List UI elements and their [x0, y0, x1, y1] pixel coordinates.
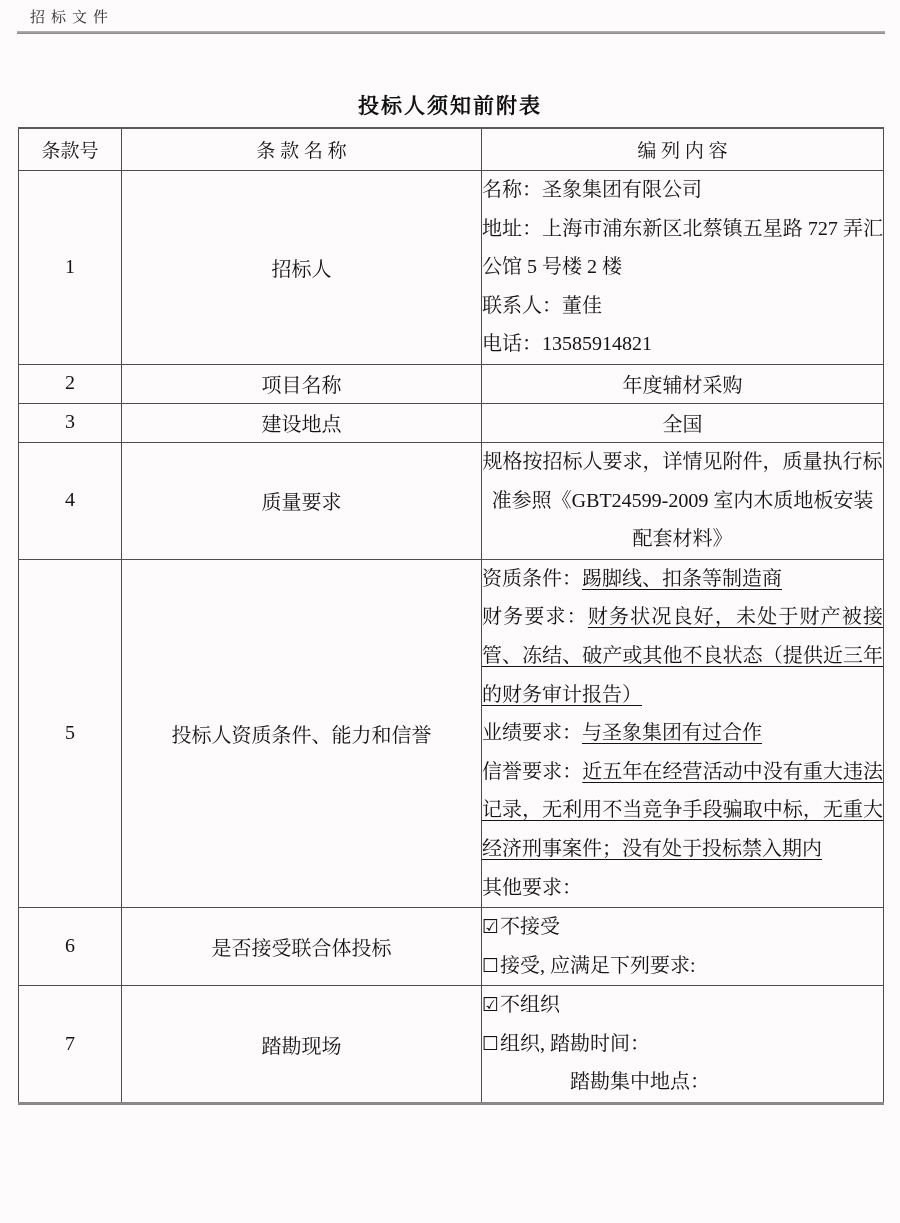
clause-name: 建设地点	[122, 403, 482, 442]
requirement-label: 业绩要求：	[482, 722, 582, 745]
table-header-row	[19, 128, 884, 171]
reputation-line	[482, 753, 883, 869]
tenderer-address-line: 地址：上海市浦东新区北蔡镇五星路 727 弄汇公馆 5 号楼 2 楼	[482, 217, 883, 279]
clause-no: 5	[19, 559, 122, 907]
requirement-value: 财务状况良好，未处于财产被接管、冻结、破产或其他不良状态（提供近三年的财务审计报告）	[482, 606, 884, 706]
clause-no: 7	[19, 986, 122, 1104]
clause-content	[482, 559, 884, 907]
table-row-tenderer	[19, 171, 884, 365]
clause-name: 质量要求	[122, 442, 482, 559]
table-row-qualification	[19, 559, 884, 907]
clause-content: 年度辅材采购	[482, 364, 884, 403]
checkbox-checked-icon: ☑	[482, 916, 500, 939]
clause-name: 招标人	[122, 171, 482, 365]
tenderer-contact-line: 联系人：董佳	[482, 294, 602, 317]
table-row-location	[19, 403, 884, 442]
col-header-clause-no: 条款号	[19, 128, 122, 171]
bid-spec-table	[18, 127, 884, 1105]
requirement-value: 近五年在经营活动中没有重大违法记录，无利用不当竞争手段骗取中标，无重大经济刑事案件；没有处于投标禁入期内	[482, 760, 884, 860]
option-label: 不组织	[500, 994, 561, 1017]
clause-name: 踏勘现场	[122, 986, 482, 1104]
clause-no: 1	[19, 171, 122, 365]
table-row-quality	[19, 442, 884, 559]
clause-no: 2	[19, 364, 122, 403]
table-row-project-name	[19, 364, 884, 403]
clause-content	[482, 908, 884, 986]
page-title: 投标人须知前附表	[358, 94, 542, 118]
option-line	[482, 986, 883, 1025]
doc-header-text: 招标文件	[30, 10, 115, 26]
site-visit-location-line	[570, 1063, 883, 1102]
requirement-label: 信誉要求：	[482, 760, 583, 783]
clause-content	[482, 171, 884, 365]
clause-name: 投标人资质条件、能力和信誉	[122, 559, 482, 907]
clause-name: 项目名称	[122, 364, 482, 403]
option-line	[482, 1025, 883, 1064]
header-rule	[17, 31, 885, 34]
option-label: 接受, 应满足下列要求:	[500, 954, 696, 977]
clause-content: 全国	[482, 403, 884, 442]
checkbox-checked-icon: ☑	[482, 994, 500, 1017]
requirement-label: 其他要求：	[482, 876, 582, 899]
clause-name: 是否接受联合体投标	[122, 908, 482, 986]
option-label: 踏勘集中地点：	[570, 1071, 710, 1094]
clause-no: 4	[19, 442, 122, 559]
tenderer-name-line: 名称：圣象集团有限公司	[482, 179, 702, 201]
option-line	[482, 947, 883, 986]
requirement-label: 资质条件：	[482, 567, 582, 590]
option-label: 不接受	[500, 916, 561, 939]
option-line	[482, 908, 883, 947]
clause-content	[482, 986, 884, 1104]
requirement-label: 财务要求：	[482, 606, 588, 629]
requirement-value: 与圣象集团有过合作	[582, 722, 762, 745]
quality-requirement-text: 规格按招标人要求，详情见附件，质量执行标准参照《GBT24599-2009 室内木质地板安装配套材料》	[482, 450, 883, 551]
option-label: 组织, 踏勘时间：	[500, 1032, 651, 1055]
clause-content	[482, 442, 884, 559]
tenderer-phone-line: 电话：13585914821	[482, 333, 652, 356]
performance-line	[482, 714, 883, 753]
other-requirements-line	[482, 869, 883, 908]
col-header-clause-name: 条 款 名 称	[122, 128, 482, 171]
clause-no: 6	[19, 908, 122, 986]
checkbox-unchecked-icon: ☐	[482, 954, 500, 977]
table-row-site-visit	[19, 986, 884, 1104]
clause-no: 3	[19, 403, 122, 442]
qualification-line	[482, 560, 883, 599]
col-header-content: 编 列 内 容	[482, 128, 884, 171]
finance-line	[482, 598, 883, 714]
checkbox-unchecked-icon: ☐	[482, 1032, 500, 1055]
table-row-consortium	[19, 908, 884, 986]
requirement-value: 踢脚线、扣条等制造商	[582, 567, 782, 590]
